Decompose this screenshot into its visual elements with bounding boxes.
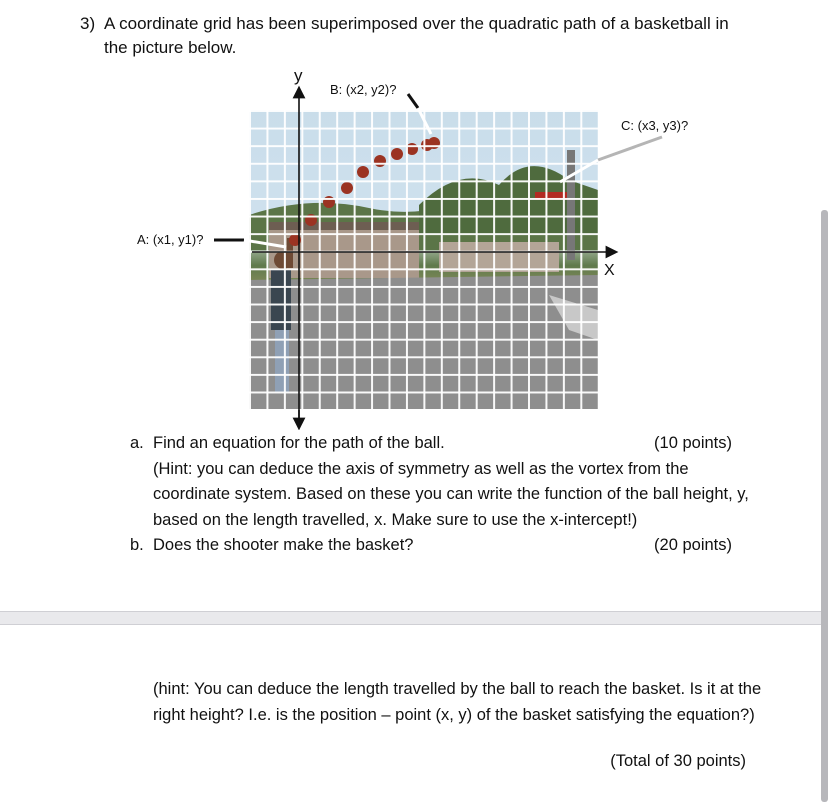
point-c-label: C: (x3, y3)? [621,118,689,133]
total-points: (Total of 30 points) [610,752,746,770]
point-a-label: A: (x1, y1)? [137,232,204,247]
question-number: 3) [80,14,96,33]
point-b-label: B: (x2, y2)? [330,82,397,97]
document-page-2 [0,624,828,803]
part-a-hint: (Hint: you can deduce the axis of symmetry as well as the vortex from the coordinate system. Based on these you can write the function of the ball height, y, based on the length travelled, x. Make sure to use the x-intercept!) [153,459,749,529]
part-a-points: (10 points) [654,434,732,452]
part-b-points: (20 points) [654,536,732,554]
part-a-text: Find an equation for the path of the ball. [153,434,445,452]
part-a-marker: a. [130,434,144,452]
pointer-b [408,94,418,108]
part-b [130,533,770,559]
part-b-marker: b. [130,536,144,554]
pointer-c [598,137,662,160]
question-title-line-2: the picture below. [104,38,237,57]
part-a [130,431,770,533]
question-title-line-1: A coordinate grid has been superimposed over the quadratic path of a basketball in [104,14,729,33]
y-axis-label: y [294,66,303,85]
vertical-scrollbar[interactable] [821,210,828,802]
part-b-hint: (hint: You can deduce the length travelled by the ball to reach the basket. Is it at the right height? I.e. is the position – point (x, y) of the basket satisfying the equation?) [153,680,762,724]
part-b-text: Does the shooter make the basket? [153,536,414,554]
question-parts [130,431,770,559]
x-axis-label: X [604,262,615,279]
